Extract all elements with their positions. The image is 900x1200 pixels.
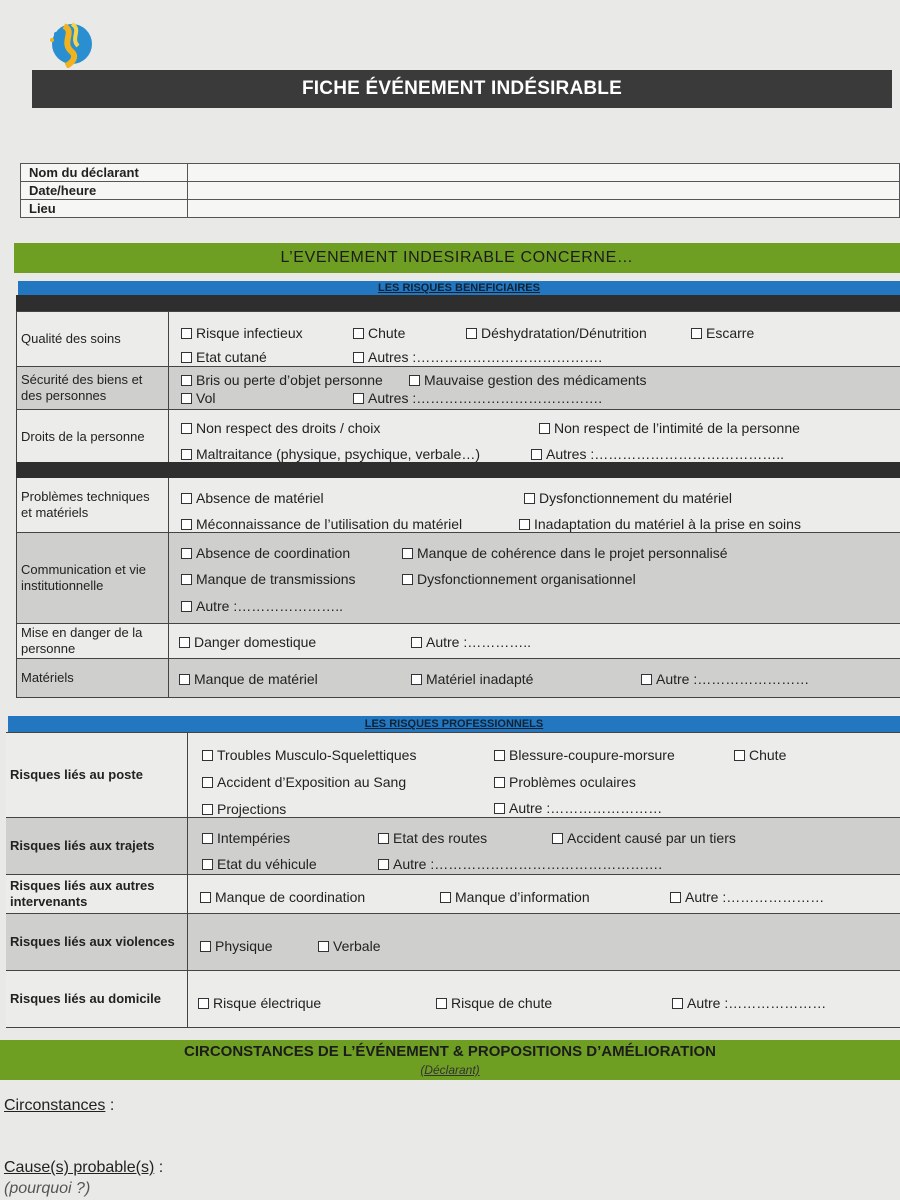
table-row: [17, 624, 900, 659]
checkbox-option[interactable]: Manque de matériel: [179, 671, 318, 687]
row-label: Risques liés aux violences: [6, 914, 188, 970]
table-row: [17, 533, 900, 624]
checkbox-icon: [200, 892, 211, 903]
causes-label: Cause(s) probable(s): [4, 1159, 155, 1176]
checkbox-option[interactable]: Autre : …………………..: [181, 598, 343, 614]
field-label: Nom du déclarant: [21, 164, 188, 182]
identification-row: [21, 182, 900, 200]
field-label: Lieu: [21, 200, 188, 218]
causes-hint: (pourquoi ?): [4, 1180, 91, 1197]
checkbox-icon: [200, 941, 211, 952]
table-row: [17, 312, 900, 367]
checkbox-option[interactable]: Inadaptation du matériel à la prise en soins: [519, 516, 801, 532]
checkbox-option[interactable]: Bris ou perte d’objet personne: [181, 372, 383, 388]
row-label: Qualité des soins: [17, 312, 169, 366]
checkbox-option[interactable]: Troubles Musculo-Squelettiques: [202, 747, 416, 763]
checkbox-icon: [181, 328, 192, 339]
checkbox-icon: [202, 777, 213, 788]
checkbox-option[interactable]: Autres : ………………………………….: [353, 349, 602, 365]
checkbox-option[interactable]: Manque de coordination: [200, 889, 365, 905]
checkbox-option[interactable]: Non respect des droits / choix: [181, 420, 380, 436]
row-label: Risques liés au poste: [6, 733, 188, 817]
circonstances-heading: [0, 1040, 900, 1080]
checkbox-option[interactable]: Non respect de l’intimité de la personne: [539, 420, 800, 436]
checkbox-icon: [181, 352, 192, 363]
checkbox-option[interactable]: Autres : …………………………………..: [531, 446, 784, 462]
checkbox-option[interactable]: Mauvaise gestion des médicaments: [409, 372, 647, 388]
beneficiaires-table: [16, 478, 900, 698]
row-label: Risques liés au domicile: [6, 971, 188, 1027]
checkbox-icon: [494, 750, 505, 761]
checkbox-option[interactable]: Chute: [734, 747, 786, 763]
row-label: Mise en danger de la personne: [17, 624, 169, 658]
checkbox-icon: [198, 998, 209, 1009]
checkbox-option[interactable]: Absence de coordination: [181, 545, 350, 561]
checkbox-option[interactable]: Autre : ……………………: [494, 800, 662, 816]
checkbox-option[interactable]: Risque de chute: [436, 995, 552, 1011]
checkbox-icon: [494, 803, 505, 814]
checkbox-icon: [519, 519, 530, 530]
circonstances-subtitle: (Déclarant): [420, 1063, 480, 1077]
checkbox-option[interactable]: Danger domestique: [179, 634, 316, 650]
checkbox-icon: [524, 493, 535, 504]
checkbox-icon: [202, 859, 213, 870]
checkbox-option[interactable]: Risque électrique: [198, 995, 321, 1011]
checkbox-icon: [353, 393, 364, 404]
checkbox-icon: [353, 328, 364, 339]
checkbox-icon: [531, 449, 542, 460]
checkbox-icon: [494, 777, 505, 788]
checkbox-option[interactable]: Problèmes oculaires: [494, 774, 636, 790]
row-label: Sécurité des biens et des personnes: [17, 367, 169, 409]
checkbox-icon: [641, 674, 652, 685]
checkbox-icon: [411, 637, 422, 648]
checkbox-icon: [440, 892, 451, 903]
identification-row: [21, 164, 900, 182]
checkbox-option[interactable]: Accident d’Exposition au Sang: [202, 774, 406, 790]
checkbox-option[interactable]: Risque infectieux: [181, 325, 303, 341]
table-row: [17, 478, 900, 533]
checkbox-option[interactable]: Escarre: [691, 325, 754, 341]
checkbox-option[interactable]: Accident causé par un tiers: [552, 830, 736, 846]
row-label: Communication et vie institutionnelle: [17, 533, 169, 623]
organization-logo: [42, 12, 102, 68]
checkbox-icon: [539, 423, 550, 434]
location-field[interactable]: [188, 200, 900, 218]
table-row: [6, 818, 900, 875]
checkbox-icon: [181, 601, 192, 612]
checkbox-option[interactable]: Déshydratation/Dénutrition: [466, 325, 647, 341]
checkbox-option[interactable]: Autre : ………………………………………….: [378, 856, 662, 872]
checkbox-icon: [402, 548, 413, 559]
checkbox-option[interactable]: Projections: [202, 801, 286, 817]
checkbox-icon: [181, 375, 192, 386]
checkbox-icon: [181, 449, 192, 460]
checkbox-option[interactable]: Physique: [200, 938, 273, 954]
checkbox-option[interactable]: Manque de cohérence dans le projet personnalisé: [402, 545, 728, 561]
checkbox-icon: [181, 548, 192, 559]
row-label: Risques liés aux trajets: [6, 818, 188, 874]
checkbox-option[interactable]: Manque d’information: [440, 889, 590, 905]
checkbox-icon: [436, 998, 447, 1009]
checkbox-icon: [409, 375, 420, 386]
checkbox-option[interactable]: Autre : ……………………: [641, 671, 809, 687]
checkbox-option[interactable]: Autre : …………………: [670, 889, 824, 905]
section-band: [16, 462, 900, 478]
checkbox-icon: [411, 674, 422, 685]
checkbox-icon: [181, 493, 192, 504]
section-band: [16, 295, 900, 311]
checkbox-icon: [466, 328, 477, 339]
checkbox-icon: [179, 674, 190, 685]
checkbox-icon: [181, 393, 192, 404]
concerne-heading: L’EVENEMENT INDESIRABLE CONCERNE…: [14, 243, 900, 273]
checkbox-option[interactable]: Autre : …………………: [672, 995, 826, 1011]
beneficiaires-table: [16, 311, 900, 465]
checkbox-icon: [202, 750, 213, 761]
checkbox-option[interactable]: Etat des routes: [378, 830, 487, 846]
checkbox-icon: [318, 941, 329, 952]
checkbox-option[interactable]: Méconnaissance de l’utilisation du matériel: [181, 516, 462, 532]
checkbox-option[interactable]: Matériel inadapté: [411, 671, 533, 687]
identification-table: [20, 163, 900, 218]
causes-field[interactable]: Cause(s) probable(s) :: [4, 1159, 164, 1176]
field-label: Date/heure: [21, 182, 188, 200]
checkbox-option[interactable]: Intempéries: [202, 830, 290, 846]
table-row: [6, 971, 900, 1028]
table-row: [17, 410, 900, 465]
circonstances-title: CIRCONSTANCES DE L’ÉVÉNEMENT & PROPOSITIONS D’AMÉLIORATION: [184, 1043, 716, 1060]
checkbox-icon: [181, 574, 192, 585]
checkbox-icon: [691, 328, 702, 339]
checkbox-icon: [202, 833, 213, 844]
professionnels-table: [6, 732, 900, 1028]
checkbox-option[interactable]: Autre : …………..: [411, 634, 531, 650]
checkbox-option[interactable]: Chute: [353, 325, 405, 341]
row-label: Risques liés aux autres intervenants: [6, 875, 188, 913]
checkbox-icon: [670, 892, 681, 903]
checkbox-icon: [202, 804, 213, 815]
table-row: [6, 914, 900, 971]
beneficiaires-heading: LES RISQUES BENEFICIAIRES: [18, 281, 900, 295]
checkbox-option[interactable]: Maltraitance (physique, psychique, verbale…): [181, 446, 480, 462]
row-label: Matériels: [17, 659, 169, 697]
checkbox-option[interactable]: Etat cutané: [181, 349, 267, 365]
professionnels-heading: LES RISQUES PROFESSIONNELS: [8, 716, 900, 732]
checkbox-icon: [179, 637, 190, 648]
checkbox-option[interactable]: Vol: [181, 390, 215, 406]
name-field[interactable]: [188, 164, 900, 182]
form-title: FICHE ÉVÉNEMENT INDÉSIRABLE: [32, 70, 892, 108]
checkbox-option[interactable]: Dysfonctionnement du matériel: [524, 490, 732, 506]
table-row: [17, 367, 900, 410]
checkbox-icon: [672, 998, 683, 1009]
circonstances-field[interactable]: Circonstances :: [4, 1097, 115, 1114]
checkbox-icon: [353, 352, 364, 363]
checkbox-option[interactable]: Manque de transmissions: [181, 571, 356, 587]
table-row: [6, 875, 900, 914]
checkbox-icon: [181, 423, 192, 434]
checkbox-option[interactable]: Autres : ………………………………….: [353, 390, 602, 406]
row-label: Problèmes techniques et matériels: [17, 478, 169, 532]
checkbox-option[interactable]: Blessure-coupure-morsure: [494, 747, 675, 763]
checkbox-icon: [402, 574, 413, 585]
datetime-field[interactable]: [188, 182, 900, 200]
checkbox-icon: [734, 750, 745, 761]
checkbox-icon: [378, 833, 389, 844]
checkbox-option[interactable]: Dysfonctionnement organisationnel: [402, 571, 636, 587]
checkbox-option[interactable]: Absence de matériel: [181, 490, 324, 506]
table-row: [17, 659, 900, 698]
circonstances-label: Circonstances: [4, 1097, 106, 1114]
table-row: [6, 733, 900, 818]
checkbox-option[interactable]: Verbale: [318, 938, 380, 954]
checkbox-icon: [552, 833, 563, 844]
checkbox-option[interactable]: Etat du véhicule: [202, 856, 317, 872]
checkbox-icon: [181, 519, 192, 530]
identification-row: [21, 200, 900, 218]
checkbox-icon: [378, 859, 389, 870]
row-label: Droits de la personne: [17, 410, 169, 464]
